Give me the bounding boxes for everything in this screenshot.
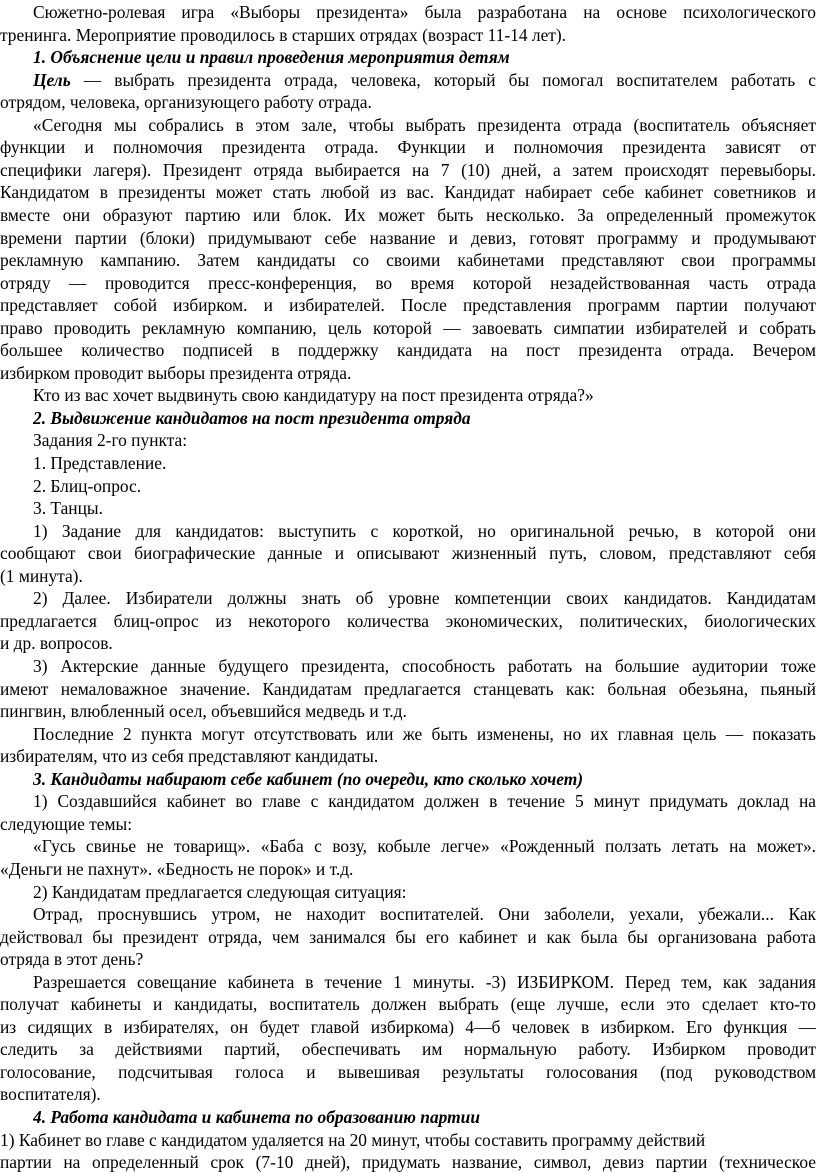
paragraph-line: (1 минута). (0, 565, 83, 586)
paragraph-line: получат кабинеты и кандидаты, воспитатель должен выбрать (еще лучше, если это сделает кто-то (0, 994, 816, 1015)
section-heading (33, 46, 816, 68)
paragraph-line: 3. Танцы. (33, 498, 103, 519)
paragraph-line: сообщают свои биографические данные и описывают жизненный путь, словом, представляют себя (0, 543, 816, 564)
paragraph-line: пингвин, влюбленный осел, объевшийся медведь и т.д. (0, 701, 407, 722)
section-heading (33, 1106, 816, 1128)
section-heading (33, 407, 816, 429)
paragraph-line: Разрешается совещание кабинета в течение 1 минуты. -3) ИЗБИРКОМ. Перед тем, как задания (33, 971, 816, 992)
paragraph-line: предлагается блиц-опрос из некоторого количества экономических, политических, биологических (0, 610, 816, 631)
paragraph-line: и др. вопросов. (0, 633, 113, 654)
paragraph-line: «Деньги не пахнут». «Бедность не порок» и т.д. (0, 858, 354, 879)
paragraph-line: времени партии (блоки) придумывают себе название и девиз, готовят программу и продумывают (0, 227, 816, 248)
paragraph-line: следующие темы: (0, 813, 133, 834)
paragraph-line: представляет собой избирком. и избирателей. После представления программ партии получают (0, 295, 816, 316)
paragraph-line: функции и полномочия президента отрада. Функции и полномочия президента зависят от (0, 137, 816, 158)
paragraph-line: воспитателя). (0, 1084, 101, 1105)
paragraph-line: рекламную кампанию. Затем кандидаты со своими кабинетами представляют свои программы (0, 250, 816, 271)
paragraph-line: избирателям, что из себя представляют кандидаты. (0, 746, 379, 767)
paragraph-line: следить за действиями партий, обеспечивать им нормальную работу. Избирком проводит (0, 1039, 816, 1060)
paragraph-line: Сюжетно-ролевая игра «Выборы президента» была разработана на основе психологического (33, 2, 816, 22)
paragraph-line: 1) Создавшийся кабинет во главе с кандидатом должен в течение 5 минут придумать доклад на (33, 791, 816, 812)
paragraph-line: голосование, подсчитывая голоса и вывешивая результаты голосования (под руководством (0, 1061, 816, 1082)
paragraph-line: 1) Кабинет во главе с кандидатом удаляется на 20 минут, чтобы составить программу действий (0, 1129, 706, 1150)
paragraph-line: специфики лагеря). Президент отряда выбирается на 7 (10) дней, а затем происходят перевыборы. (0, 159, 816, 180)
paragraph-line: отрядом, человека, организующего работу отрада. (0, 92, 372, 113)
paragraph-line: тренинга. Мероприятие проводилось в старших отрядах (возраст 11-14 лет). (0, 24, 567, 45)
term-label: Цель (33, 69, 71, 90)
section-heading-text: 4. Работа кандидата и кабинета по образованию партии (33, 1107, 480, 1127)
paragraph-line: «Сегодня мы собрались в этом зале, чтобы выбрать президента отрада (воспитатель объясняет (33, 114, 816, 135)
paragraph-line: вместе они образуют партию или блок. Их может быть несколько. За определенный промежуток (0, 205, 816, 225)
paragraph-line: Отрад, проснувшись утром, не находит воспитателей. Они заболели, уехали, убежали... Как (33, 904, 816, 924)
section-heading-text: 2. Выдвижение кандидатов на пост президента отряда (33, 407, 471, 428)
paragraph-line: большее количество подписей в поддержку кандидата на пост президента отрада. Вечером (0, 340, 816, 361)
paragraph-line: 1) Задание для кандидатов: выступить с короткой, но оригинальной речью, в которой они (33, 520, 816, 541)
paragraph-line: «Гусь свинье не товарищ». «Баба с возу, кобыле легче» «Рожденный ползать летать на может». (33, 836, 816, 857)
paragraph-line: действовал бы президент отряда, чем занимался бы его кабинет и как была бы организована работа (0, 926, 816, 947)
section-heading (33, 768, 816, 790)
paragraph-line: Кто из вас хочет выдвинуть свою кандидатуру на пост президента отряда?» (33, 385, 594, 406)
paragraph-line: отряда в этот день? (0, 949, 144, 970)
paragraph-line: из сидящих в избирателях, он будет главой избиркома) 4—б человек в избирком. Его функция — (0, 1016, 816, 1037)
paragraph-line: Последние 2 пункта могут отсутствовать или же быть изменены, но их главная цель — показать (33, 723, 816, 744)
paragraph-line: 2) Кандидатам предлагается следующая ситуация: (33, 881, 407, 902)
paragraph-text: — выбрать президента отрада, человека, который бы помогал воспитателем работать с (70, 69, 816, 90)
paragraph-line: Задания 2-го пункта: (33, 430, 188, 451)
paragraph-line: 3) Актерские данные будущего президента, способность работать на большие аудитории тоже (33, 656, 816, 676)
paragraph-line: партии на определенный срок (7-10 дней), придумать название, символ, девиз партии (техническое (0, 1152, 816, 1172)
paragraph-line: право проводить рекламную компанию, цель которой — завоевать симпатии избирателей и собрать (0, 317, 816, 338)
paragraph-line: 1. Представление. (33, 453, 167, 473)
section-heading-text: 3. Кандидаты набирают себе кабинет (по очереди, кто сколько хочет) (33, 768, 584, 789)
paragraph-line: избирком проводит выборы президента отряда. (0, 362, 352, 383)
paragraph-line: отряду — проводится пресс-конференция, во время которой незадействованная часть отрада (0, 272, 816, 293)
paragraph-line: 2) Далее. Избиратели должны знать об уровне компетенции своих кандидатов. Кандидатам (33, 588, 816, 609)
paragraph-line: имеют немаловажное значение. Кандидатам предлагается станцевать как: больная обезьяна, пьяный (0, 678, 816, 699)
paragraph-line: 2. Блиц-опрос. (33, 475, 142, 496)
paragraph-line: Кандидатом в президенты может стать любой из вас. Кандидат набирает себе кабинет советников и (0, 182, 816, 203)
paragraph-line (33, 69, 816, 91)
section-heading-text: 1. Объяснение цели и правил проведения мероприятия детям (33, 47, 510, 68)
